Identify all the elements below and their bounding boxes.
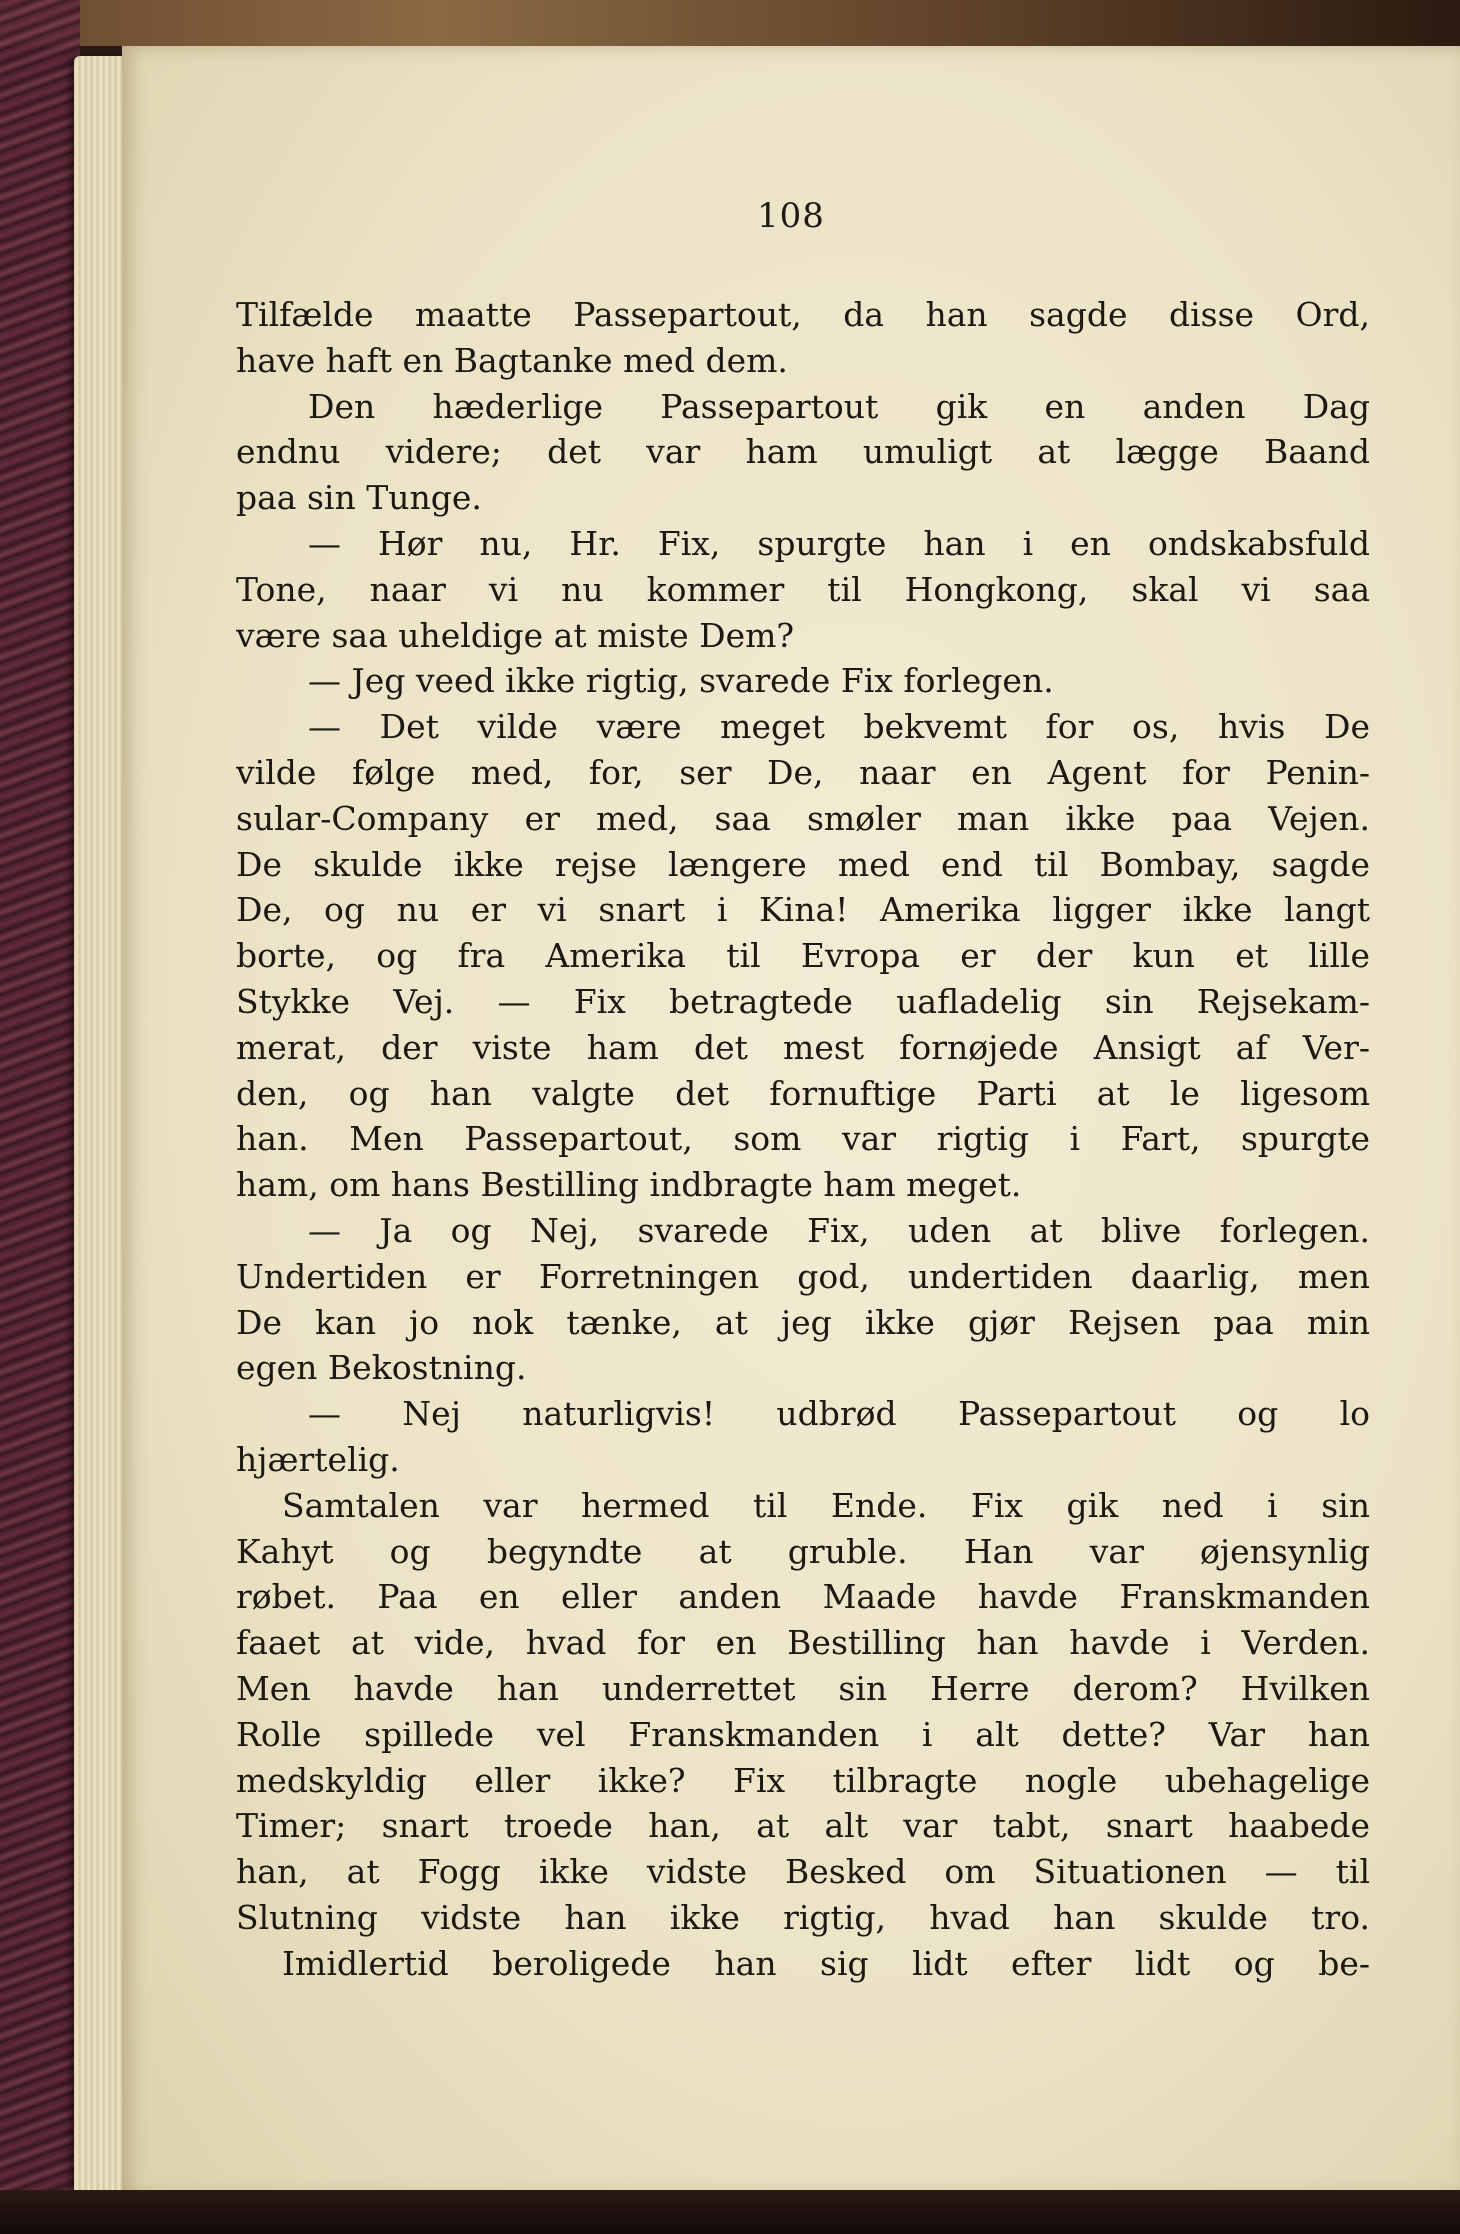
text-line: paa sin Tunge.	[236, 478, 482, 518]
text-line: De, og nu er vi snart i Kina! Amerika ligger ikke langt	[236, 890, 1370, 930]
text-line: Undertiden er Forretningen god, undertiden daarlig, men	[236, 1256, 1370, 1296]
text-line: han. Men Passepartout, som var rigtig i Fart, spurgte	[236, 1119, 1370, 1159]
text-line: Rolle spillede vel Franskmanden i alt dette? Var han	[236, 1714, 1370, 1754]
text-line: De skulde ikke rejse længere med end til Bombay, sagde	[236, 844, 1370, 884]
text-line: Slutning vidste han ikke rigtig, hvad han skulde tro.	[236, 1897, 1370, 1937]
text-line: endnu videre; det var ham umuligt at lægge Baand	[236, 432, 1370, 472]
text-line: egen Bekostning.	[236, 1348, 527, 1388]
text-line: vilde følge med, for, ser De, naar en Agent for Penin-	[236, 752, 1370, 792]
text-line: De kan jo nok tænke, at jeg ikke gjør Rejsen paa min	[236, 1302, 1370, 1342]
text-line: — Hør nu, Hr. Fix, spurgte han i en ondskabsfuld	[308, 523, 1370, 563]
text-line: hjærtelig.	[236, 1439, 400, 1479]
book-cover-marbled-edge	[0, 0, 80, 2234]
text-line: have haft en Bagtanke med dem.	[236, 340, 788, 380]
text-line: — Nej naturligvis! udbrød Passepartout og lo	[308, 1394, 1370, 1434]
page-bottom-shadow	[0, 2190, 1460, 2234]
page-text	[236, 292, 1370, 1986]
text-line: medskyldig eller ikke? Fix tilbragte nogle ubehagelige	[236, 1760, 1370, 1800]
text-line: være saa uheldige at miste Dem?	[236, 615, 795, 655]
text-line: — Jeg veed ikke rigtig, svarede Fix forlegen.	[308, 661, 1054, 701]
page-number: 108	[757, 196, 825, 236]
text-line: Imidlertid beroligede han sig lidt efter lidt og be-	[282, 1943, 1370, 1983]
text-line: merat, der viste ham det mest fornøjede Ansigt af Ver-	[236, 1027, 1370, 1067]
text-line: Timer; snart troede han, at alt var tabt, snart haabede	[236, 1806, 1370, 1846]
text-line: ham, om hans Bestilling indbragte ham meget.	[236, 1165, 1022, 1205]
text-line: Men havde han underrettet sin Herre derom? Hvilken	[236, 1668, 1370, 1708]
text-line: faaet at vide, hvad for en Bestilling han havde i Verden.	[236, 1623, 1370, 1663]
text-line: Tone, naar vi nu kommer til Hongkong, skal vi saa	[236, 569, 1370, 609]
text-line: — Det vilde være meget bekvemt for os, hvis De	[308, 707, 1370, 747]
text-line: Samtalen var hermed til Ende. Fix gik ned i sin	[282, 1485, 1370, 1525]
text-line: Kahyt og begyndte at gruble. Han var øjensynlig	[236, 1531, 1370, 1571]
text-line: Stykke Vej. — Fix betragtede uafladelig sin Rejsekam-	[236, 981, 1370, 1021]
text-line: den, og han valgte det fornuftige Parti at le ligesom	[236, 1073, 1370, 1113]
text-line: borte, og fra Amerika til Evropa er der kun et lille	[236, 936, 1370, 976]
text-line: Den hæderlige Passepartout gik en anden Dag	[308, 386, 1370, 426]
book-cover-top	[0, 0, 1460, 46]
text-line: Tilfælde maatte Passepartout, da han sagde disse Ord,	[236, 295, 1370, 334]
text-line: sular-Company er med, saa smøler man ikke paa Vejen.	[236, 798, 1370, 838]
text-line: — Ja og Nej, svarede Fix, uden at blive forlegen.	[308, 1210, 1370, 1250]
text-line: han, at Fogg ikke vidste Besked om Situationen — til	[236, 1852, 1370, 1892]
text-line: røbet. Paa en eller anden Maade havde Franskmanden	[236, 1577, 1370, 1617]
